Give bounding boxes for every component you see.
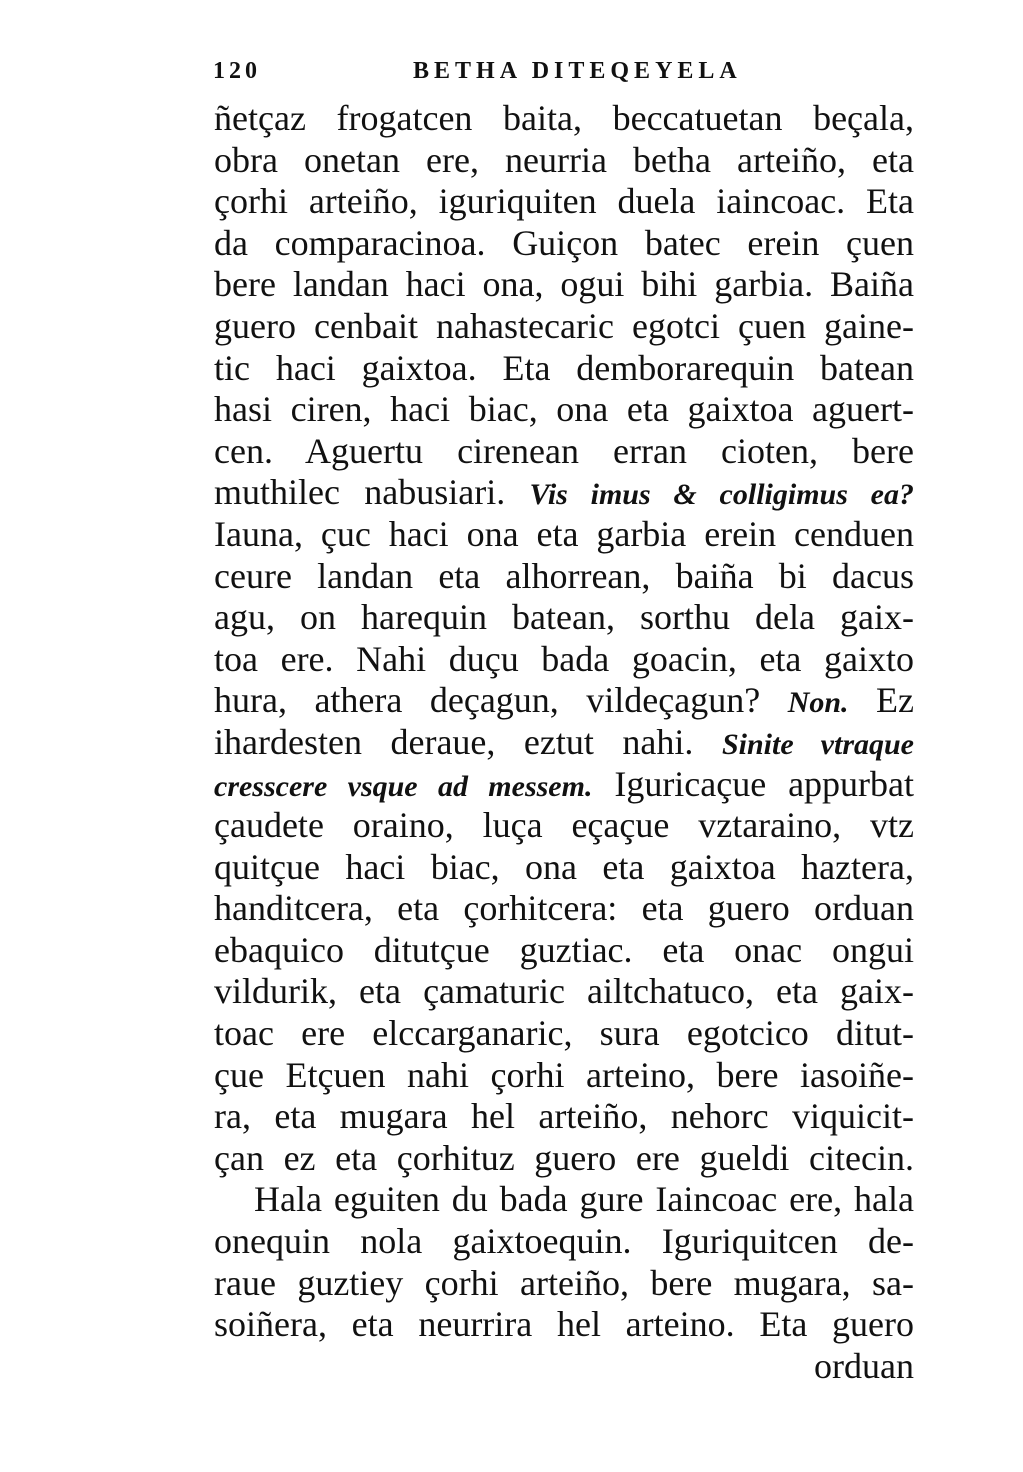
text-line: cen. Aguertu cirenean erran cioten, bere (214, 430, 914, 471)
text-line: da comparacinoa. Guiçon batec erein çuen (214, 222, 914, 263)
body-text (214, 98, 914, 1387)
text-line: raue guztiey çorhi arteiño, bere mugara, sa- (214, 1262, 914, 1303)
roman-text: ihardesten deraue, eztut nahi. (214, 721, 694, 762)
roman-text: Ez (876, 680, 914, 721)
text-line: ebaquico ditutçue guztiac. eta onac ongui (214, 929, 914, 970)
latin-quote: Non. (787, 686, 849, 720)
latin-quote: Sinite vtraque (721, 727, 915, 761)
text-line: çorhi arteiño, iguriquiten duela iaincoac. Eta (214, 181, 914, 222)
text-line: toa ere. Nahi duçu bada goacin, eta gaixto (214, 638, 914, 679)
page-number: 120 (213, 58, 261, 84)
text-line: ra, eta mugara hel arteiño, nehorc viquicit- (214, 1096, 914, 1137)
text-line: soiñera, eta neurrira hel arteino. Eta guero (214, 1304, 914, 1345)
text-line: toac ere elccarganaric, sura egotcico ditut- (214, 1013, 914, 1054)
text-line: agu, on harequin batean, sorthu dela gaix- (214, 597, 914, 638)
roman-text: muthilec nabusiari. (214, 472, 506, 513)
running-head (213, 58, 913, 98)
latin-quote: Vis imus & colligimus ea? (529, 478, 914, 512)
text-line: Iauna, çuc haci ona eta garbia erein cenduen (214, 513, 914, 554)
text-line: çan ez eta çorhituz guero ere gueldi citecin. (214, 1137, 914, 1178)
text-line: vildurik, eta çamaturic ailtchatuco, eta gaix- (214, 971, 914, 1012)
text-line (214, 764, 914, 806)
text-line: bere landan haci ona, ogui bihi garbia. Baiña (214, 264, 914, 305)
text-line: hasi ciren, haci biac, ona eta gaixtoa aguert- (214, 389, 914, 430)
catchword: orduan (814, 1345, 914, 1386)
text-line: quitçue haci biac, ona eta gaixtoa haztera, (214, 846, 914, 887)
text-line (214, 680, 914, 722)
text-line: guero cenbait nahastecaric egotci çuen gaine- (214, 305, 914, 346)
text-line: ceure landan eta alhorrean, baiña bi dacus (214, 555, 914, 596)
roman-text: hura, athera deçagun, vildeçagun? (214, 680, 761, 721)
text-line (214, 722, 914, 764)
running-title: BETHA DITEQEYELA (413, 58, 742, 84)
text-line: çaudete oraino, luça eçaçue vztaraino, vtz (214, 805, 914, 846)
latin-quote: cresscere vsque ad messem. (214, 769, 593, 803)
text-line: Hala eguiten du bada gure Iaincoac ere, hala (254, 1179, 914, 1220)
roman-text: Iguricaçue appurbat (614, 763, 915, 804)
text-line: handitcera, eta çorhitcera: eta guero orduan (214, 888, 914, 929)
text-line: tic haci gaixtoa. Eta demborarequin batean (214, 347, 914, 388)
text-line: onequin nola gaixtoequin. Iguriquitcen de- (214, 1221, 914, 1262)
text-line: çue Etçuen nahi çorhi arteino, bere iasoiñe- (214, 1054, 914, 1095)
text-line: ñetçaz frogatcen baita, beccatuetan beçala, (214, 98, 914, 138)
text-line (214, 472, 914, 514)
text-line: obra onetan ere, neurria betha arteiño, eta (214, 139, 914, 180)
